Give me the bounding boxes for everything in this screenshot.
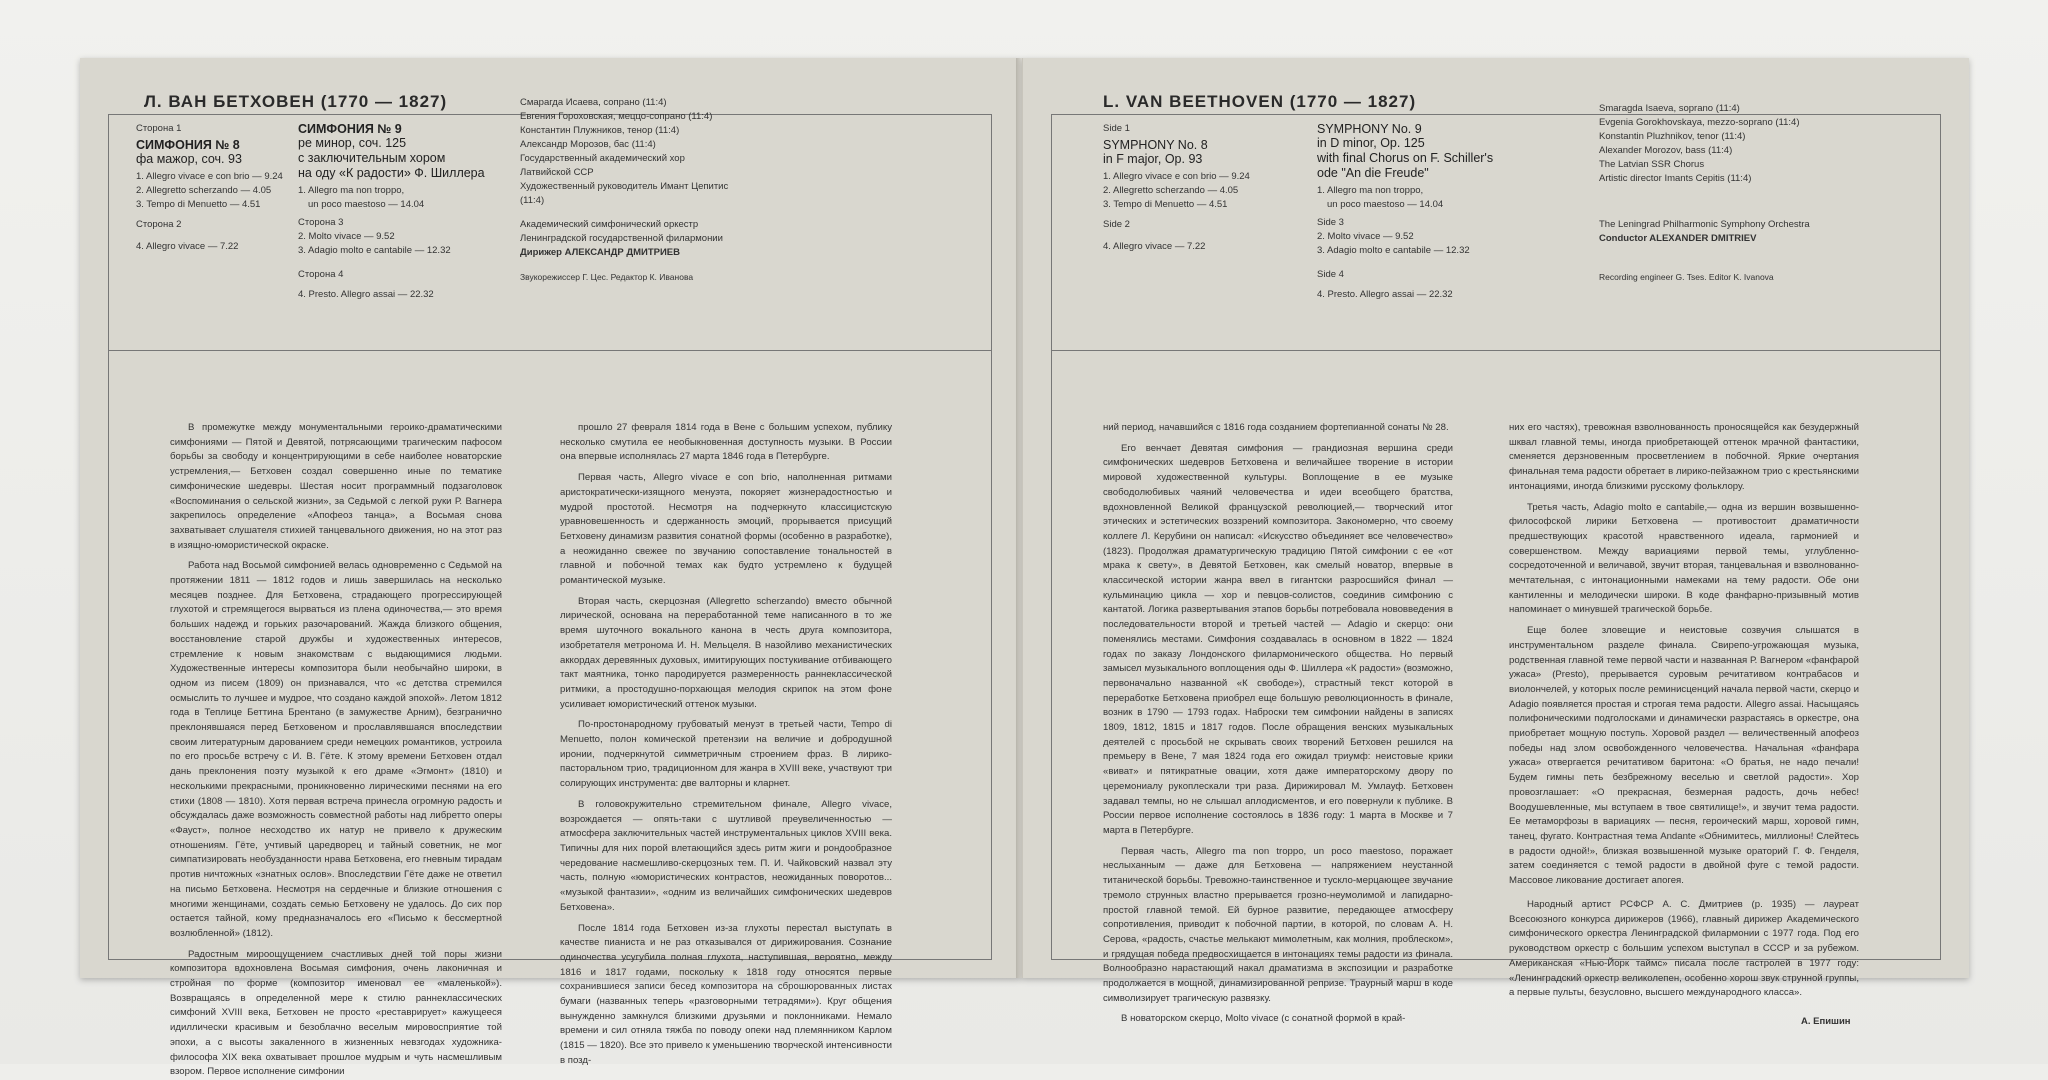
left-divider (108, 350, 992, 351)
track: 2. Molto vivace — 9.52 (298, 231, 395, 242)
subtitle-line: ode "An die Freude" (1317, 166, 1429, 180)
left-side4-track: 4. Presto. Allegro assai — 22.32 (298, 289, 434, 300)
paragraph: В головокружительно стремительном финале, Allegro vivace, возрождается — опять-таки с шутливой преувеличенностью — атмосфера заключительных частей инструментальных циклов XVIII века. Типичны для них порой влетающийся здесь ритм жиги и рондообразное чередование насмешливо-скерцозных тем. П. И. Чайковский назвал эту часть, полную «юмористических контрастов, неожиданных поворотов... «музыкой фантазии», «одним из величайших симфонических шедевров Бетховена». (560, 798, 892, 913)
right-sym8-title: SYMPHONY No. 8 (1103, 138, 1208, 152)
left-side3-label: Сторона 3 (298, 217, 344, 228)
track: 1. Allegro ma non troppo, (1317, 185, 1424, 196)
right-performers (1599, 102, 1799, 186)
track: 3. Tempo di Menuetto — 4.51 (1103, 199, 1228, 210)
subtitle-line: ре минор, соч. 125 (298, 136, 407, 150)
signature: А. Епишин (1801, 1016, 1851, 1027)
paragraph: Его венчает Девятая симфония — грандиозная вершина среди симфонических шедевров Бетховена и величайшее творение в истории мировой художественной культуры. Воплощение в ее музыке свободолюбивых чаяний человечества и идеи всеобщего братства, вдохновленной Великой французской революцией,— творческий итог этических и эстетических воззрений композитора. Закономерно, что своему коллеге Л. Керубини он написал: «Искусство объединяет все человечество» (1823). Продолжая драматургическую традицию Пятой симфонии с ее «от мрака к свету», в Девятой Бетховен, как смелый новатор, впервые в классической истории жанра ввел в гигантски разросшийся финал — кульминацию цикла — хор и певцов-солистов, соединив симфонию с кантатой. Логика развертывания этапов борьбы потребовала нововведения в последовательности второй и третьей частей — Adagio и скерцо: они поменялись местами. Симфония создавалась в основном в 1822 — 1824 годах по заказу Лондонского филармонического общества. Но первый замысел музыкального воплощения оды Ф. Шиллера «К радости» (возможно, первоначально названной «К свободе»), страстный текст которой в переработке Бетховена приобрел еще большую революционность в финале, возник в 1790 — 1793 годах. Наброски тем симфонии найдены в записях 1809, 1812, 1815 и 1817 годов. После обращения венских музыкальных деятелей с просьбой не скрывать своих творений Бетховен решился на премьеру в Вене, 7 мая 1824 года его ожидал триумф: неистовые крики «виват» и пятикратные овации, хотя даже императорскому двору по церемониалу рукоплескали три раза. Дирижировал М. Умлауф. Бетховен задавал темпы, но не слышал аплодисментов, и его повернули к публике. В России первое исполнение состоялось в 1836 году: 1 марта в Москве и 7 марта в Петербурге. (1103, 442, 1453, 836)
right-orchestra (1599, 218, 1810, 246)
left-sym8-sub: фа мажор, соч. 93 (136, 152, 242, 166)
paragraph: них его частях), тревожная взволнованность проносящейся как безудержный шквал главной темы, иногда приобретающей оттенок мрачной фантастики, сменяется дерзновенным просветлением в побочной. Яркие очертания финальная тема радости обретает в лирико-пейзажном трио с крестьянскими интонациями, иногда близкими русскому фольклору. (1509, 422, 1859, 492)
left-side2-label: Сторона 2 (136, 219, 182, 230)
left-text-column-1 (170, 421, 502, 1078)
track: 1. Allegro vivace e con brio — 9.24 (136, 171, 283, 182)
track: 3. Tempo di Menuetto — 4.51 (136, 199, 261, 210)
subtitle-line: на оду «К радости» Ф. Шиллера (298, 166, 485, 180)
performer: Художественный руководитель Имант Цепитис (520, 181, 729, 192)
conductor-line: Conductor ALEXANDER DMITRIEV (1599, 233, 1757, 244)
performer: Alexander Morozov, bass (11:4) (1599, 145, 1733, 156)
paragraph: Работа над Восьмой симфонией велась одновременно с Седьмой на протяжении 1811 — 1812 годов и лишь завершилась на несколько месяцев позднее. Для Бетховена, страдающего прогрессирующей глухотой и стремящегося вырваться из плена одиночества,— это время больших надежд и горьких разочарований. Жажда близкого общения, восстановление старой дружбы и художественных интересов, стремление к новым знакомствам с выдающимися людьми. Художественные интересы композитора были необычайно широки, в одном из писем (1809) он признавался, что «с детства стремился осмыслить то лучшее и мудрое, что создано каждой эпохой». Летом 1812 года в Теплице Беттина Брентано (в замужестве Арним), безгранично преклонявшаяся перед Бетховеном и прославлявшаяся впоследствии своим литературным дарованием среди немецких романтиков, устроила по его просьбе встречу с И. В. Гёте. К этому времени Бетховен отдал дань преклонения поэту музыкой к его драме «Эгмонт» (1810) и несколькими прекрасными, проникновенно лирическими песнями на его стихи (1808 — 1810). Хотя первая встреча принесла огромную радость и обсуждалась даже возможность совместной работы над либретто оперы «Фауст», полное несходство их натур не привело к дружеским отношениям. Гёте, учтивый царедворец и тайный советник, не мог симпатизировать необузданности нрава Бетховена, его гневным тирадам против ничтожных «знатных ослов». Впоследствии Гёте даже не ответил на письмо Бетховена. Несмотря на сердечные и близкие отношения с многими женщинами, создать семью Бетховену не удалось. До сих пор остается тайной, кому предназначалось его «Письмо к бессмертной возлюбленной» (1812). (170, 560, 502, 939)
orchestra-line: Академический симфонический оркестр (520, 219, 699, 230)
left-performers (520, 96, 728, 208)
left-engineer: Звукорежиссер Г. Цес. Редактор К. Иванова (520, 272, 694, 282)
right-side4-track: 4. Presto. Allegro assai — 22.32 (1317, 289, 1453, 300)
paragraph: После 1814 года Бетховен из-за глухоты перестал выступать в качестве пианиста и не раз отказывался от дирижирования. Сознание одиночества усугубила полная глухота, наступившая, вероятно, между 1816 и 1817 годами, поскольку к 1818 году относятся первые сохранившиеся записи бесед композитора на сброшюрованных листах бумаги (названных теперь «разговорными тетрадями»). Круг общения вынужденно замкнулся близкими друзьями и поклонниками. Немало времени и сил отняла тяжба по поводу опеки над племянником Карлом (1815 — 1820). Все это привело к уменьшению творческой интенсивности в позд- (560, 922, 892, 1066)
paragraph: Третья часть, Adagio molto e cantabile,— одна из вершин возвышенно-философской лирики Бетховена — противостоит драматичности предшествующих красотой нравственного идеала, гармонией и совершенством. Между вариациями первой темы, углубленно-сосредоточенной и величавой, звучит вторая, танцевальная и взволнованно-мечтательная, с интонационными намеками на тему радости. Обе они кантиленны и мелодически широки. В коде фанфарно-призывный мотив напоминает о минувшей трагической борьбе. (1509, 501, 1859, 616)
right-sym8-sub: in F major, Op. 93 (1103, 152, 1203, 166)
paragraph: Первая часть, Allegro vivace e con brio, наполненная ритмами аристократически-изящного менуэта, покоряет жизнерадостностью и мудрой простотой. Несмотря на подчеркнуто классицистскую уравновешенность и сдержанность эмоций, прорывается присущий Бетховену динамизм развития сонатной формы (особенно в разработке), а неожиданно свежее по звучанию сопоставление тональностей в главной и побочной темах как будто устремлено к будущей романтической музыке. (560, 472, 892, 587)
track: 2. Allegretto scherzando — 4.05 (136, 185, 272, 196)
paragraph: В новаторском скерцо, Molto vivace (с сонатной формой в край- (1121, 1013, 1406, 1025)
orchestra-line: The Leningrad Philharmonic Symphony Orchestra (1599, 219, 1810, 230)
right-engineer: Recording engineer G. Tses. Editor K. Ivanova (1599, 272, 1774, 282)
left-orchestra (520, 218, 723, 260)
left-side1-label: Сторона 1 (136, 123, 182, 134)
left-page (80, 58, 1021, 1078)
right-side3-label: Side 3 (1317, 217, 1344, 228)
subtitle-line: с заключительным хором (298, 151, 446, 165)
right-side1-label: Side 1 (1103, 123, 1130, 134)
performer: Государственный академический хор (520, 153, 685, 164)
left-sym8-title: СИМФОНИЯ № 8 (136, 138, 240, 152)
right-page (1022, 58, 1969, 1027)
track: 3. Adagio molto e cantabile — 12.32 (1317, 245, 1470, 256)
right-sym8-tracks (1103, 170, 1250, 212)
left-sym8-tracks (136, 170, 283, 212)
paragraph: Вторая часть, скерцозная (Allegretto scherzando) вместо обычной лирической, основана на переработанной теме написанного в то же время шуточного вокального канона в честь друга композитора, изобретателя метронома И. Н. Мельцеля. В назойливо механистических аккордах деревянных духовых, имитирующих постукивание отбивающего такт маятника, тонко пародируется размеренность раннеклассической ритмики, а простодушно-порхающая мелодия скрипок на этом фоне усиливает юмористический оттенок музыки. (560, 595, 892, 710)
performer: Artistic director Imants Cepitis (11:4) (1599, 173, 1752, 184)
left-sym9-sub (298, 136, 485, 181)
right-sym9-title: SYMPHONY No. 9 (1317, 122, 1422, 136)
performer: The Latvian SSR Chorus (1599, 159, 1705, 170)
left-title: Л. ВАН БЕТХОВЕН (1770 — 1827) (144, 92, 448, 111)
paragraph: Первая часть, Allegro ma non troppo, un poco maestoso, поражает неслыханным — даже для Бетховена — напряжением неустанной титанической борьбы. Тревожно-таинственное и тускло-мерцающее звучание тремоло струнных властно прерывается грозно-неумолимой и лапидарно-простой главной темой. Ей бурное развитие, передающее атмосферу сопротивления, приводит к побочной партии, в которой, по словам А. Н. Серова, «радость, счастье мелькают мимолетным, как молния, проблеском», и грядущая победа предвосхищается в интонациях темы радости из финала. Волнообразно нарастающий накал драматизма в экспозиции и разработке продолжается в мощной, динамизированной репризе. Траурный марш в коде символизирует трагическую развязку. (1103, 845, 1453, 1004)
track: 1. Allegro ma non troppo, (298, 185, 405, 196)
track: un poco maestoso — 14.04 (1327, 199, 1444, 210)
paragraph: ний период, начавшийся с 1816 года созданием фортепианной сонаты № 28. (1103, 422, 1449, 433)
right-sym9-tracks (1317, 184, 1443, 212)
paragraph: Народный артист РСФСР А. С. Дмитриев (р. 1935) — лауреат Всесоюзного конкурса дирижеров (1966), главный дирижер Академического симфонического оркестра Ленинградской филармонии с 1977 года. Под его руководством оркестр с большим успехом выступал в СССР и за рубежом. Американская «Нью-Йорк таймс» писала после гастролей в 1977 году: «Ленинградский оркестр великолепен, особенно хорош звук струнной группы, а первые пульты, безусловно, высшего международного класса». (1509, 899, 1859, 999)
paragraph: Радостным мироощущением счастливых дней той поры жизни композитора вдохновлена Восьмая симфония, очень лаконичная и стройная по форме (композитор именовал ее «маленькой»). Возвращаясь в определенной мере к стилю раннеклассических симфоний XVIII века, Бетховен не просто «реставрирует» кажущееся идиллически красивым и безоблачно веселым мировосприятие той эпохи, а с высоты закаленного в жизненных невзгодах художника-философа XIX века охватывает прошлое мудрым и чуть насмешливым взором. Первое исполнение симфонии (170, 948, 502, 1078)
track: 2. Molto vivace — 9.52 (1317, 231, 1414, 242)
performer: (11:4) (520, 195, 545, 206)
right-text-column-2 (1509, 421, 1859, 887)
performer: Смарагда Исаева, сопрано (11:4) (520, 97, 667, 108)
right-text-column-1 (1103, 421, 1453, 1025)
right-conductor-bio (1509, 898, 1859, 1018)
right-side3-tracks (1317, 230, 1470, 258)
track: 2. Allegretto scherzando — 4.05 (1103, 185, 1239, 196)
paragraph: В промежутке между монументальными героико-драматическими симфониями — Пятой и Девятой, потрясающими трагическим пафосом борьбы за свободу и концентрирующими в себе наиболее новаторские устремления,— Бетховен создал совершенно иные по тематике симфонические шедевры. Шестая носит программный подзаголовок «Воспоминания о сельской жизни», за Седьмой с легкой руки Р. Вагнера закрепилось определение «Апофеоз танца», а Восьмая снова захватывает слушателя стихией танцевального движения, но на этот раз в изящно-юмористической окраске. (170, 422, 502, 551)
right-side4-label: Side 4 (1317, 269, 1344, 280)
paragraph: Еще более зловещие и неистовые созвучия слышатся в инструментальном разделе финала. Свирепо-угрожающая музыка, родственная главной теме первой части и названная Р. Вагнером «фанфарой ужаса» (Presto), прерывается суровым речитативом контрабасов и виолончелей, у которых после реминисценций начала первой части, скерцо и Adagio появляется простая и строгая тема радости. Allegro assai. Насыщаясь полифоническими подголосками и динамически разрастаясь в оркестре, она приобретает мощную поступь. Хоровой раздел — величественный апофеоз победы над злом освобожденного человечества. Начальная «фанфара ужаса» отвергается речитативом баритона: «О братья, не надо печали! Будем гимны петь безбрежному веселью и светлой радости». Хор провозглашает: «О прекрасная, безмерная радость, дочь небес! Воодушевленные, мы вступаем в твое святилище!», и звучит тема радости. Ее метаморфозы в вариациях — песня, героический марш, хоровой гимн, танец, фугато. Контрастная тема Andante «Обнимитесь, миллионы! Слейтесь в радости одной!», близкая возвышенной музыке ораторий Г. Ф. Генделя, затем соединяется с темой радости в двойной фуге с темой радости. Массовое ликование достигает апогея. (1509, 625, 1859, 887)
right-side2-label: Side 2 (1103, 219, 1130, 230)
performer: Evgenia Gorokhovskaya, mezzo-soprano (11:4) (1599, 117, 1800, 128)
paragraph: По-простонародному грубоватый менуэт в третьей части, Tempo di Menuetto, полон комической претензии на величие и добродушной иронии, подчеркнутой симметричным строением фраз. В лирико-пасторальном трио, традиционном для жанра в XVIII веке, участвуют три солирующих инструмента: две валторны и кларнет. (560, 719, 892, 790)
track: 3. Adagio molto e cantabile — 12.32 (298, 245, 451, 256)
right-title: L. VAN BEETHOVEN (1770 — 1827) (1103, 92, 1417, 111)
right-sym9-sub (1317, 136, 1493, 181)
left-text-column-2 (560, 421, 892, 1066)
paragraph: прошло 27 февраля 1814 года в Вене с большим успехом, публику несколько смутила ее необыкновенная доступность музыки. В России она впервые исполнялась 27 марта 1846 года в Петербурге. (560, 422, 892, 463)
orchestra-line: Ленинградской государственной филармонии (520, 233, 723, 244)
performer: Александр Морозов, бас (11:4) (520, 139, 656, 150)
track: un poco maestoso — 14.04 (308, 199, 425, 210)
performer: Евгения Гороховская, меццо-сопрано (11:4) (520, 111, 713, 122)
performer: Konstantin Pluzhnikov, tenor (11:4) (1599, 131, 1746, 142)
left-sym9-title: СИМФОНИЯ № 9 (298, 122, 402, 136)
left-side4-label: Сторона 4 (298, 269, 344, 280)
conductor-line: Дирижер АЛЕКСАНДР ДМИТРИЕВ (520, 247, 681, 258)
performer: Smaragda Isaeva, soprano (11:4) (1599, 103, 1740, 114)
performer: Константин Плужников, тенор (11:4) (520, 125, 680, 136)
performer: Латвийской ССР (520, 167, 594, 178)
left-sym9-tracks (298, 184, 424, 212)
left-side3-tracks (298, 230, 451, 258)
left-side2-track: 4. Allegro vivace — 7.22 (136, 241, 239, 252)
subtitle-line: in D minor, Op. 125 (1317, 136, 1425, 150)
subtitle-line: with final Chorus on F. Schiller's (1317, 151, 1494, 165)
right-side2-track: 4. Allegro vivace — 7.22 (1103, 241, 1206, 252)
right-divider (1051, 350, 1941, 351)
track: 1. Allegro vivace e con brio — 9.24 (1103, 171, 1250, 182)
